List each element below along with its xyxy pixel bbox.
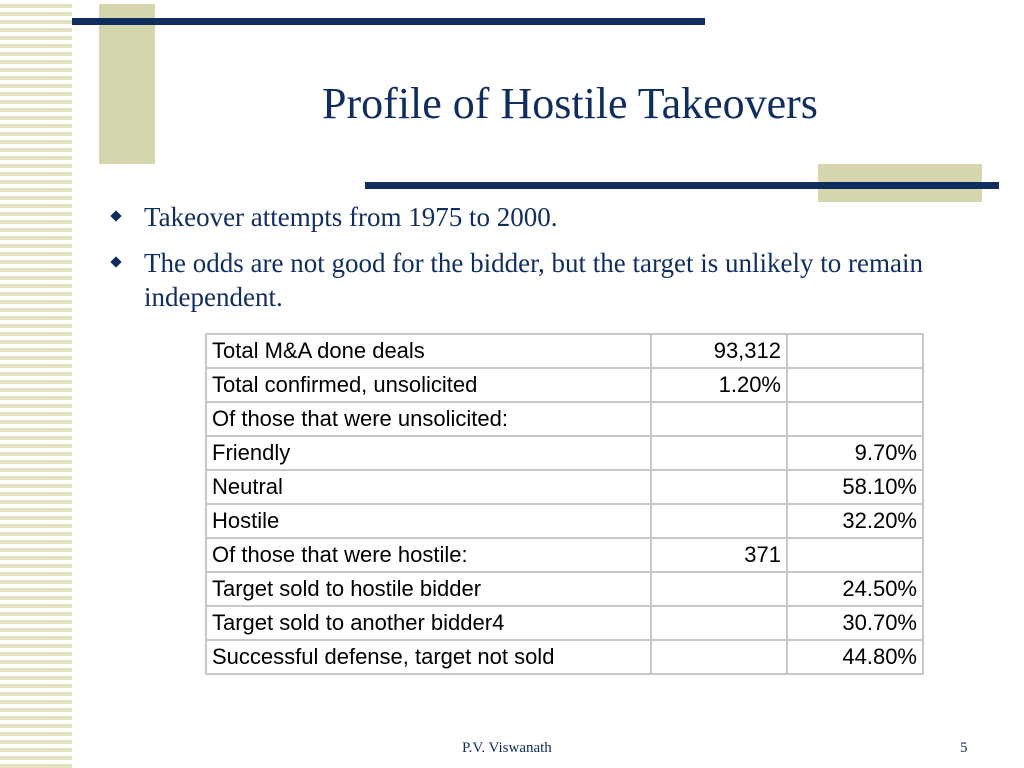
value-cell bbox=[651, 606, 787, 640]
bullet-item bbox=[106, 246, 926, 314]
value-cell: 93,312 bbox=[651, 334, 787, 368]
row-label: Total confirmed, unsolicited bbox=[206, 368, 651, 402]
footer-author: P.V. Viswanath bbox=[462, 740, 552, 756]
decorative-block-left bbox=[99, 4, 155, 164]
table-row bbox=[206, 538, 923, 572]
page-number: 5 bbox=[960, 740, 968, 756]
table-row bbox=[206, 368, 923, 402]
row-label: Neutral bbox=[206, 470, 651, 504]
value-cell bbox=[651, 504, 787, 538]
value-cell bbox=[651, 572, 787, 606]
diamond-bullet-icon bbox=[110, 256, 121, 267]
percent-cell bbox=[787, 402, 923, 436]
decorative-line-bottom bbox=[365, 182, 999, 189]
percent-cell: 24.50% bbox=[787, 572, 923, 606]
row-label: Of those that were unsolicited: bbox=[206, 402, 651, 436]
value-cell: 1.20% bbox=[651, 368, 787, 402]
percent-cell: 44.80% bbox=[787, 640, 923, 674]
value-cell: 371 bbox=[651, 538, 787, 572]
row-label: Target sold to hostile bidder bbox=[206, 572, 651, 606]
takeover-table bbox=[205, 333, 924, 675]
row-label: Successful defense, target not sold bbox=[206, 640, 651, 674]
percent-cell: 30.70% bbox=[787, 606, 923, 640]
bullet-item bbox=[106, 200, 926, 234]
table-row bbox=[206, 640, 923, 674]
percent-cell: 9.70% bbox=[787, 436, 923, 470]
table-row bbox=[206, 504, 923, 538]
slide-title: Profile of Hostile Takeovers bbox=[322, 79, 818, 128]
percent-cell bbox=[787, 538, 923, 572]
value-cell bbox=[651, 470, 787, 504]
row-label: Of those that were hostile: bbox=[206, 538, 651, 572]
table-row bbox=[206, 572, 923, 606]
table-row bbox=[206, 470, 923, 504]
value-cell bbox=[651, 436, 787, 470]
table-row bbox=[206, 606, 923, 640]
row-label: Target sold to another bidder4 bbox=[206, 606, 651, 640]
bullet-text: The odds are not good for the bidder, but the target is unlikely to remain independent. bbox=[144, 248, 923, 312]
row-label: Total M&A done deals bbox=[206, 334, 651, 368]
percent-cell: 58.10% bbox=[787, 470, 923, 504]
value-cell bbox=[651, 640, 787, 674]
percent-cell bbox=[787, 334, 923, 368]
table-row bbox=[206, 436, 923, 470]
table-row bbox=[206, 402, 923, 436]
row-label: Hostile bbox=[206, 504, 651, 538]
decorative-stripes bbox=[0, 0, 72, 768]
percent-cell bbox=[787, 368, 923, 402]
row-label: Friendly bbox=[206, 436, 651, 470]
table-row bbox=[206, 334, 923, 368]
bullet-text: Takeover attempts from 1975 to 2000. bbox=[144, 202, 558, 232]
percent-cell: 32.20% bbox=[787, 504, 923, 538]
value-cell bbox=[651, 402, 787, 436]
bullet-list bbox=[106, 200, 926, 326]
decorative-line-top bbox=[72, 18, 705, 25]
diamond-bullet-icon bbox=[110, 210, 121, 221]
